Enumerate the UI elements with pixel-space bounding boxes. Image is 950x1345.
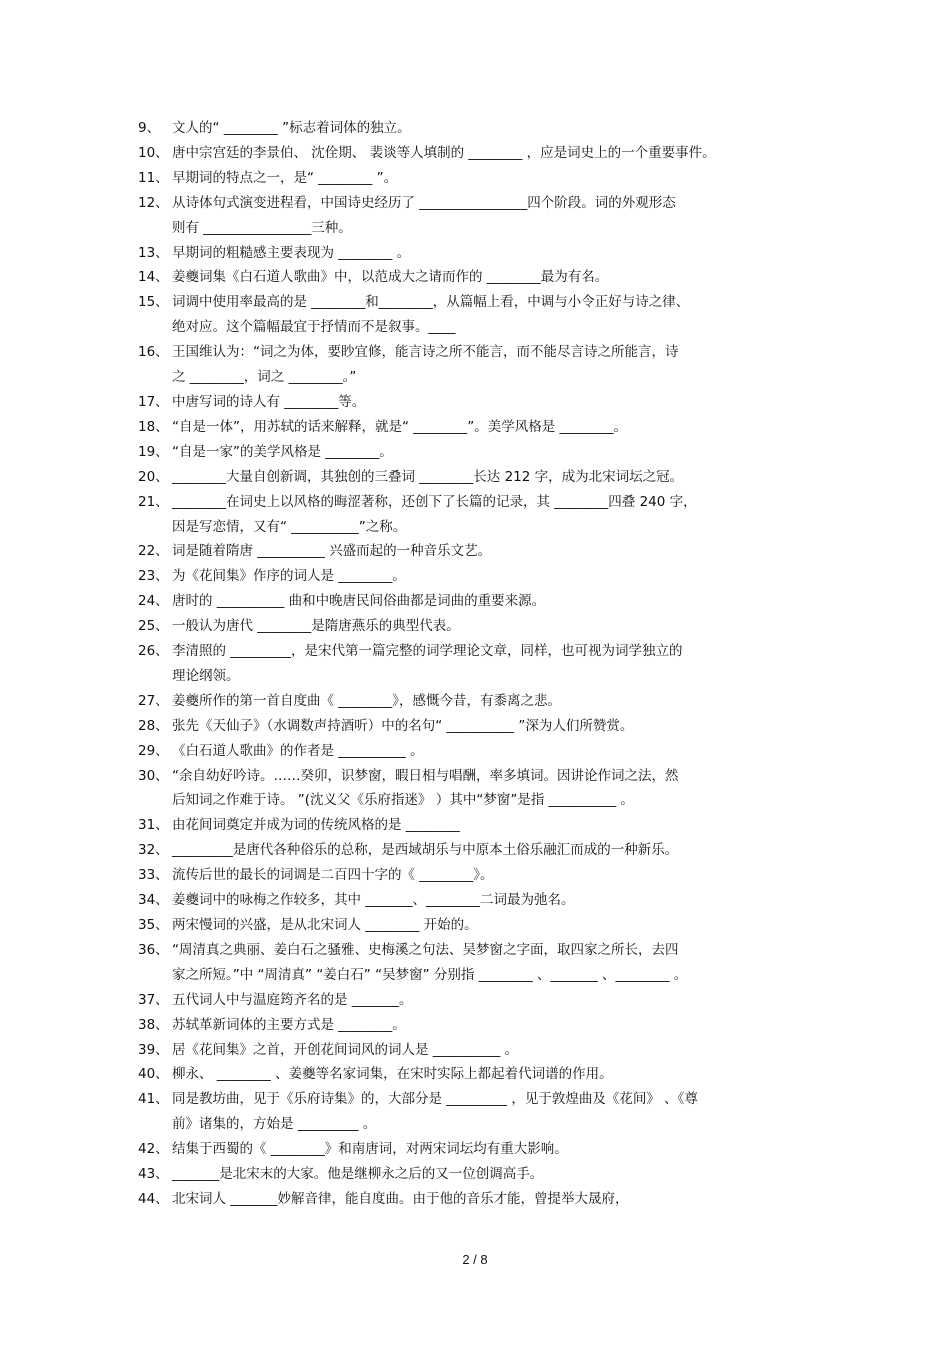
question-item [138, 490, 818, 540]
question-line: 姜夔所作的第一首自度曲《 ________》，感慨今昔，有黍离之悲。 [172, 692, 562, 709]
question-text [172, 589, 818, 614]
question-text [172, 689, 818, 714]
question-item [138, 1013, 818, 1038]
question-item [138, 988, 818, 1013]
question-text [172, 988, 818, 1013]
question-number: 24、 [138, 593, 169, 610]
question-line: 词是随着隋唐 __________ 兴盛而起的一种音乐文艺。 [172, 543, 492, 560]
question-number: 16、 [138, 344, 169, 361]
question-number: 27、 [138, 692, 169, 709]
question-text [172, 1137, 818, 1162]
question-item [138, 564, 818, 589]
question-line: 早期词的特点之一，是“ ________ ”。 [172, 169, 398, 186]
question-text [172, 813, 818, 838]
question-text [172, 1038, 818, 1063]
question-line: 则有 ________________三种。 [172, 219, 352, 236]
question-number: 15、 [138, 294, 169, 311]
question-line: 从诗体句式演变进程看，中国诗史经历了 ________________四个阶段。词的外观形态 [172, 194, 676, 211]
question-number: 32、 [138, 842, 169, 859]
question-item [138, 689, 818, 714]
question-item [138, 863, 818, 888]
question-text [172, 938, 818, 988]
question-line: 姜夔词集《白石道人歌曲》中，以范成大之请而作的 ________最为有名。 [172, 269, 609, 286]
question-number: 23、 [138, 568, 169, 585]
question-text [172, 1013, 818, 1038]
question-item [138, 141, 818, 166]
question-line: 词调中使用率最高的是 ________和________，从篇幅上看，中调与小令正好与诗之律、 [172, 294, 690, 311]
question-number: 19、 [138, 443, 169, 460]
question-item [138, 1187, 818, 1212]
question-number: 34、 [138, 892, 169, 909]
question-line: 居《花间集》之首，开创花间词风的词人是 __________ 。 [172, 1041, 519, 1058]
question-line: 张先《天仙子》（水调数声持酒听）中的名句“ __________ ”深为人们所赞赏。 [172, 717, 634, 734]
question-text [172, 1187, 818, 1212]
question-text [172, 639, 818, 689]
question-text [172, 241, 818, 266]
question-item [138, 764, 818, 814]
question-text [172, 888, 818, 913]
question-line: _______是北宋末的大家。他是继柳永之后的又一位创调高手。 [172, 1166, 544, 1183]
question-list [138, 116, 818, 1212]
question-text [172, 913, 818, 938]
question-text [172, 1087, 818, 1137]
question-number: 26、 [138, 643, 169, 660]
question-item [138, 290, 818, 340]
question-line: 北宋词人 _______妙解音律，能自度曲。由于他的音乐才能，曾提举大晟府， [172, 1190, 629, 1207]
question-number: 33、 [138, 867, 169, 884]
question-text [172, 614, 818, 639]
question-item [138, 1162, 818, 1187]
question-item [138, 1137, 818, 1162]
question-text [172, 465, 818, 490]
question-line: ________在词史上以风格的晦涩著称，还创下了长篇的记录，其 ________四叠 240 字， [172, 493, 697, 510]
question-line: 《白石道人歌曲》的作者是 __________ 。 [172, 742, 424, 759]
question-line: 唐中宗宫廷的李景伯、 沈佺期、 裴谈等人填制的 ________ ，应是词史上的一个重要事件。 [172, 144, 716, 161]
question-number: 21、 [138, 493, 169, 510]
question-line: 一般认为唐代 ________是隋唐燕乐的典型代表。 [172, 618, 460, 635]
question-line: 之 ________，词之 ________。” [172, 369, 357, 386]
question-item [138, 938, 818, 988]
question-line: 文人的“ ________ ”标志着词体的独立。 [172, 120, 411, 136]
question-line: 唐时的 __________ 曲和中晚唐民间俗曲都是词曲的重要来源。 [172, 593, 546, 610]
question-item [138, 465, 818, 490]
question-item [138, 739, 818, 764]
question-item [138, 1038, 818, 1063]
question-item [138, 614, 818, 639]
question-line: 姜夔词中的咏梅之作较多，其中 _______、________二词最为弛名。 [172, 892, 575, 909]
question-line: 苏轼革新词体的主要方式是 ________。 [172, 1016, 406, 1033]
question-text [172, 564, 818, 589]
question-number: 42、 [138, 1141, 169, 1158]
question-number: 36、 [138, 941, 169, 958]
question-line: 五代词人中与温庭筠齐名的是 _______。 [172, 991, 413, 1008]
question-item [138, 1087, 818, 1137]
question-text [172, 290, 818, 340]
question-text [172, 764, 818, 814]
question-text [172, 1062, 818, 1087]
question-text [172, 490, 818, 540]
question-number: 14、 [138, 269, 169, 286]
question-text [172, 838, 818, 863]
question-line: 理论纲领。 [172, 667, 240, 684]
question-line: 为《花间集》作序的词人是 ________。 [172, 568, 406, 585]
question-number: 43、 [138, 1166, 169, 1183]
question-number: 20、 [138, 468, 169, 485]
question-line: “余自幼好吟诗。……癸卯，识梦窗，暇日相与唱酬，率多填词。因讲论作词之法，然 [172, 767, 679, 784]
question-text [172, 739, 818, 764]
question-number: 10、 [138, 144, 169, 161]
question-item [138, 539, 818, 564]
question-text [172, 415, 818, 440]
question-item [138, 415, 818, 440]
question-text [172, 116, 818, 141]
question-item [138, 1062, 818, 1087]
question-item [138, 838, 818, 863]
question-number: 39、 [138, 1041, 169, 1058]
question-text [172, 539, 818, 564]
question-line: 绝对应。这个篇幅最宜于抒情而不是叙事。____ [172, 319, 456, 336]
question-line: “自是一体”，用苏轼的话来解释，就是“ ________”。美学风格是 ________。 [172, 418, 628, 435]
question-number: 40、 [138, 1066, 169, 1083]
question-line: 早期词的粗糙感主要表现为 ________ 。 [172, 244, 411, 261]
question-item [138, 116, 818, 141]
question-text [172, 714, 818, 739]
question-line: 柳永、 ________ 、姜夔等名家词集，在宋时实际上都起着代词谱的作用。 [172, 1066, 613, 1083]
question-item [138, 340, 818, 390]
question-number: 12、 [138, 194, 169, 211]
question-number: 17、 [138, 393, 169, 410]
question-line: 两宋慢词的兴盛，是从北宋词人 ________ 开始的。 [172, 917, 478, 933]
question-number: 44、 [138, 1190, 169, 1207]
question-number: 22、 [138, 543, 169, 560]
question-number: 38、 [138, 1016, 169, 1033]
page-number: 2 / 8 [462, 1252, 488, 1267]
question-number: 13、 [138, 244, 169, 261]
question-line: _________是唐代各种俗乐的总称，是西域胡乐与中原本土俗乐融汇而成的一种新乐。 [172, 842, 679, 859]
question-item [138, 813, 818, 838]
question-line: 流传后世的最长的词调是二百四十字的《 ________》。 [172, 867, 494, 884]
question-line: “自是一家”的美学风格是 ________。 [172, 443, 393, 460]
question-line: ________大量自创新调，其独创的三叠词 ________长达 212 字，成为北宋词坛之冠。 [172, 468, 684, 485]
question-number: 41、 [138, 1091, 169, 1108]
question-line: 家之所短。”中 “周清真” “姜白石” “吴梦窗” 分别指 ________ 、_______ 、________ 。 [172, 966, 688, 983]
question-number: 31、 [138, 817, 169, 834]
question-line: 李清照的 _________，是宋代第一篇完整的词学理论文章，同样，也可视为词学独立的 [172, 643, 683, 660]
question-number: 28、 [138, 717, 169, 734]
question-line: 由花间词奠定并成为词的传统风格的是 ________ [172, 817, 460, 834]
question-text [172, 1162, 818, 1187]
question-number: 18、 [138, 418, 169, 435]
question-item [138, 913, 818, 938]
question-item [138, 166, 818, 191]
question-text [172, 390, 818, 415]
question-line: 因是写恋情，又有“ __________”之称。 [172, 518, 407, 535]
question-line: 后知词之作难于诗。 ”(沈义父《乐府指迷》 ）其中“梦窗”是指 __________ 。 [172, 792, 634, 809]
question-text [172, 440, 818, 465]
question-number: 30、 [138, 767, 169, 784]
question-item [138, 241, 818, 266]
question-text [172, 191, 818, 241]
question-text [172, 340, 818, 390]
question-text [172, 863, 818, 888]
question-number: 35、 [138, 917, 169, 933]
question-item [138, 191, 818, 241]
question-number: 37、 [138, 991, 169, 1008]
question-item [138, 888, 818, 913]
question-text [172, 141, 818, 166]
question-line: 结集于西蜀的《 ________》和南唐词，对两宋词坛均有重大影响。 [172, 1141, 568, 1158]
question-item [138, 265, 818, 290]
question-number: 29、 [138, 742, 169, 759]
question-item [138, 639, 818, 689]
question-item [138, 390, 818, 415]
question-line: 中唐写词的诗人有 ________等。 [172, 393, 366, 410]
question-text [172, 166, 818, 191]
question-line: “周清真之典丽、姜白石之骚雅、史梅溪之句法、吴梦窗之字面，取四家之所长，去四 [172, 941, 679, 958]
question-number: 11、 [138, 169, 169, 186]
question-line: 同是教坊曲，见于《乐府诗集》的，大部分是 _________ ，见于敦煌曲及《花间》 、《尊 [172, 1091, 698, 1108]
question-item [138, 714, 818, 739]
question-text [172, 265, 818, 290]
question-number: 9、 [138, 120, 161, 136]
question-number: 25、 [138, 618, 169, 635]
question-line: 王国维认为：“词之为体，要眇宜修，能言诗之所不能言，而不能尽言诗之所能言，诗 [172, 344, 679, 361]
question-item [138, 589, 818, 614]
question-item [138, 440, 818, 465]
question-line: 前》诸集的，方始是 _________ 。 [172, 1116, 377, 1133]
